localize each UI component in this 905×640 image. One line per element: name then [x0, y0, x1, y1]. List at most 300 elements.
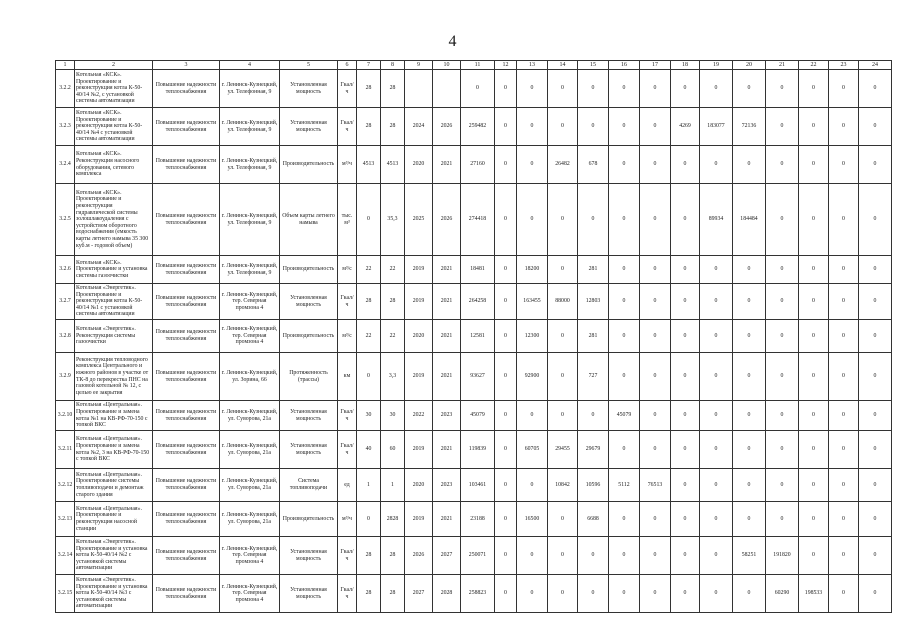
table-cell: 250071 — [461, 537, 495, 575]
table-cell: г. Ленинск-Кузнецкий, тер. Северная промзона 4 — [220, 537, 280, 575]
table-cell: 28 — [357, 70, 381, 108]
table-cell: г. Ленинск-Кузнецкий, ул. Суворова, 21а — [220, 502, 280, 537]
table-cell: 0 — [548, 353, 578, 401]
table-cell: Гкал/ч — [338, 284, 357, 320]
table-cell: 0 — [859, 353, 892, 401]
table-cell: 0 — [640, 256, 671, 284]
table-cell: 0 — [859, 256, 892, 284]
table-cell: 0 — [829, 537, 859, 575]
header-cell: 23 — [829, 61, 859, 70]
table-cell: 0 — [859, 108, 892, 146]
header-cell: 4 — [220, 61, 280, 70]
table-cell: 2021 — [433, 146, 461, 184]
table-cell: 0 — [495, 575, 517, 613]
table-row — [56, 108, 892, 146]
table-cell: 0 — [766, 502, 799, 537]
table-cell: 0 — [766, 353, 799, 401]
table-cell: Котельная «Центральная». Проектирование системы топливоподачи и демонтаж старого здания — [75, 469, 153, 502]
table-cell: 0 — [640, 284, 671, 320]
table-cell: 0 — [495, 431, 517, 469]
table-cell: 72136 — [733, 108, 766, 146]
table-cell: 2024 — [405, 108, 433, 146]
table-cell: 0 — [700, 537, 733, 575]
table-cell: 0 — [640, 184, 671, 256]
table-cell: 727 — [578, 353, 609, 401]
table-cell: 0 — [517, 401, 548, 431]
table-cell: 0 — [766, 256, 799, 284]
table-cell: 2020 — [405, 469, 433, 502]
table-cell: 2025 — [405, 184, 433, 256]
table-cell: 3.2.9 — [56, 353, 75, 401]
table-cell: 0 — [766, 284, 799, 320]
table-cell: 3.2.12 — [56, 469, 75, 502]
table-cell: 0 — [495, 320, 517, 353]
table-cell: 0 — [640, 353, 671, 401]
table-cell: 3.2.8 — [56, 320, 75, 353]
table-row — [56, 256, 892, 284]
table-cell: Повышение надежности теплоснабжения — [153, 146, 220, 184]
table-cell: 89934 — [700, 184, 733, 256]
table-cell: 28 — [357, 575, 381, 613]
table-cell: 0 — [671, 256, 700, 284]
table-cell: 2023 — [433, 469, 461, 502]
table-cell: 0 — [671, 70, 700, 108]
table-cell: 0 — [671, 146, 700, 184]
table-cell: 0 — [829, 320, 859, 353]
table-cell: 35,3 — [381, 184, 405, 256]
table-cell: 0 — [733, 353, 766, 401]
table-cell: Котельная «Центральная». Проектирование и замена котла №1 на КВ-РФ-70-150 с топкой ВКС — [75, 401, 153, 431]
table-cell: Повышение надежности теплоснабжения — [153, 575, 220, 613]
table-cell: 0 — [578, 184, 609, 256]
table-cell: 0 — [671, 353, 700, 401]
table-cell: 198533 — [799, 575, 829, 613]
table-cell: 5112 — [609, 469, 640, 502]
table-cell: 191820 — [766, 537, 799, 575]
table-cell: 12300 — [517, 320, 548, 353]
table-cell: 0 — [799, 146, 829, 184]
table-cell: 6688 — [578, 502, 609, 537]
table-cell: 0 — [829, 502, 859, 537]
table-cell: 0 — [609, 431, 640, 469]
table-cell: тыс. м³ — [338, 184, 357, 256]
table-cell: 2019 — [405, 431, 433, 469]
table-cell: 0 — [357, 502, 381, 537]
table-cell: 0 — [548, 184, 578, 256]
table-cell: 0 — [517, 108, 548, 146]
table-cell: Производительность — [280, 146, 338, 184]
table-cell: 0 — [495, 502, 517, 537]
table-row — [56, 320, 892, 353]
table-cell: 0 — [733, 431, 766, 469]
table-cell: 0 — [671, 320, 700, 353]
table-cell: 28 — [381, 537, 405, 575]
header-cell: 3 — [153, 61, 220, 70]
table-cell — [405, 70, 433, 108]
table-cell: 0 — [799, 184, 829, 256]
table-cell: 0 — [829, 469, 859, 502]
table-cell: 0 — [671, 575, 700, 613]
table-cell: 4513 — [381, 146, 405, 184]
table-cell: Установленная мощность — [280, 401, 338, 431]
table-cell: г. Ленинск-Кузнецкий, тер. Северная промзона 4 — [220, 320, 280, 353]
table-cell: 0 — [495, 469, 517, 502]
table-cell: 60 — [381, 431, 405, 469]
table-cell: Повышение надежности теплоснабжения — [153, 70, 220, 108]
table-cell: 22 — [357, 320, 381, 353]
table-cell: Повышение надежности теплоснабжения — [153, 320, 220, 353]
table-cell: 0 — [859, 184, 892, 256]
table-cell: 2021 — [433, 284, 461, 320]
table-cell: 29455 — [548, 431, 578, 469]
table-cell: г. Ленинск-Кузнецкий, ул. Телефонная, 9 — [220, 108, 280, 146]
table-cell: 0 — [495, 537, 517, 575]
table-cell: 259482 — [461, 108, 495, 146]
table-cell: 119839 — [461, 431, 495, 469]
table-cell: Котельная «Центральная». Проектирование и реконструкция насосной станции — [75, 502, 153, 537]
table-cell: 28 — [357, 537, 381, 575]
table-cell: 3.2.2 — [56, 70, 75, 108]
table-cell: 0 — [700, 575, 733, 613]
header-row — [56, 61, 892, 70]
table-cell: 0 — [829, 284, 859, 320]
table-cell: 60290 — [766, 575, 799, 613]
table-row — [56, 146, 892, 184]
table-cell: г. Ленинск-Кузнецкий, ул. Суворова, 21а — [220, 431, 280, 469]
table-cell: 76513 — [640, 469, 671, 502]
table-cell: 0 — [799, 353, 829, 401]
table-cell: 0 — [859, 537, 892, 575]
table-cell: 2020 — [405, 320, 433, 353]
header-cell: 13 — [517, 61, 548, 70]
table-cell: 22 — [381, 256, 405, 284]
table-cell: 0 — [700, 431, 733, 469]
table-cell: Повышение надежности теплоснабжения — [153, 537, 220, 575]
table-cell: 2019 — [405, 353, 433, 401]
table-cell: 0 — [640, 108, 671, 146]
table-cell: Установленная мощность — [280, 575, 338, 613]
header-cell: 21 — [766, 61, 799, 70]
table-cell: 60705 — [517, 431, 548, 469]
table-cell: 0 — [829, 575, 859, 613]
table-cell: 0 — [733, 401, 766, 431]
table-cell: 1 — [357, 469, 381, 502]
table-cell: 0 — [671, 431, 700, 469]
table-cell: Котельная «Энергетик». Реконструкция системы газоочистки — [75, 320, 153, 353]
table-cell: км — [338, 353, 357, 401]
table-cell: 0 — [548, 537, 578, 575]
header-cell: 10 — [433, 61, 461, 70]
table-cell: 0 — [733, 284, 766, 320]
table-cell: 40 — [357, 431, 381, 469]
table-cell: 0 — [548, 70, 578, 108]
table-cell: 28 — [381, 575, 405, 613]
table-cell: 23188 — [461, 502, 495, 537]
table-cell: ед — [338, 469, 357, 502]
table-cell: 0 — [733, 320, 766, 353]
table-row — [56, 184, 892, 256]
table-cell: Производительность — [280, 502, 338, 537]
table-cell: 0 — [859, 70, 892, 108]
table-cell: 0 — [609, 70, 640, 108]
table-cell: Повышение надежности теплоснабжения — [153, 108, 220, 146]
table-cell: 0 — [357, 184, 381, 256]
table-cell: 0 — [495, 353, 517, 401]
table-cell: 45079 — [609, 401, 640, 431]
table-cell: 0 — [578, 575, 609, 613]
table-cell: 0 — [766, 146, 799, 184]
header-cell: 24 — [859, 61, 892, 70]
table-cell: 0 — [517, 70, 548, 108]
table-cell: Установленная мощность — [280, 70, 338, 108]
table-cell: 2028 — [433, 575, 461, 613]
table-cell: 22 — [357, 256, 381, 284]
table-cell: 45079 — [461, 401, 495, 431]
table-cell: Установленная мощность — [280, 284, 338, 320]
table-cell: 0 — [671, 401, 700, 431]
table-cell: 2027 — [433, 537, 461, 575]
table-cell: 2828 — [381, 502, 405, 537]
table-cell: Котельная «КСК». Проектирование и реконструкция гидравлической системы золошлакоудаления с устройством оборотного водоснабжения (емкость карты летнего намыва 35 300 куб.м - годовой объем) — [75, 184, 153, 256]
table-cell: м³/с — [338, 256, 357, 284]
table-cell: 3.2.11 — [56, 431, 75, 469]
table-cell: 18200 — [517, 256, 548, 284]
table-cell: 4513 — [357, 146, 381, 184]
table-cell: 184484 — [733, 184, 766, 256]
table-cell: 0 — [700, 70, 733, 108]
header-cell: 17 — [640, 61, 671, 70]
table-cell: 274418 — [461, 184, 495, 256]
table-cell: 26482 — [548, 146, 578, 184]
table-cell: 0 — [829, 431, 859, 469]
table-cell: 0 — [578, 108, 609, 146]
table-cell: 0 — [609, 108, 640, 146]
table-cell: 0 — [357, 353, 381, 401]
header-cell: 16 — [609, 61, 640, 70]
table-cell: 0 — [517, 184, 548, 256]
table-cell: 0 — [548, 401, 578, 431]
table-cell: 0 — [799, 320, 829, 353]
table-cell: 0 — [859, 401, 892, 431]
table-cell: 0 — [548, 320, 578, 353]
table-cell: 258823 — [461, 575, 495, 613]
header-cell: 11 — [461, 61, 495, 70]
table-cell: 0 — [495, 284, 517, 320]
table-cell: Повышение надежности теплоснабжения — [153, 353, 220, 401]
table-cell: 0 — [548, 502, 578, 537]
table-cell: Повышение надежности теплоснабжения — [153, 431, 220, 469]
table-cell: 0 — [578, 70, 609, 108]
table-cell: 0 — [829, 108, 859, 146]
table-cell: 281 — [578, 256, 609, 284]
table-cell: 0 — [640, 401, 671, 431]
table-cell: 16500 — [517, 502, 548, 537]
table-cell: 0 — [700, 401, 733, 431]
table-cell: 10842 — [548, 469, 578, 502]
table-cell: 2027 — [405, 575, 433, 613]
table-cell: м³/ч — [338, 146, 357, 184]
table-cell: Котельная «Центральная». Проектирование и замена котла №2, 3 на КВ-РФ-70-150 с топкой ВКС — [75, 431, 153, 469]
table-cell: 0 — [517, 469, 548, 502]
table-cell: 12803 — [578, 284, 609, 320]
table-cell: 0 — [700, 284, 733, 320]
table-cell: 0 — [799, 431, 829, 469]
header-cell: 6 — [338, 61, 357, 70]
header-cell: 12 — [495, 61, 517, 70]
table-cell: Система топливоподачи — [280, 469, 338, 502]
table-cell: 29679 — [578, 431, 609, 469]
table-cell: 3.2.3 — [56, 108, 75, 146]
table-cell: 0 — [548, 256, 578, 284]
table-cell: 0 — [640, 431, 671, 469]
table-cell: 93627 — [461, 353, 495, 401]
table-cell: 0 — [766, 401, 799, 431]
table-cell: 0 — [799, 256, 829, 284]
table-cell: 10596 — [578, 469, 609, 502]
table-cell: г. Ленинск-Кузнецкий, ул. Телефонная, 9 — [220, 184, 280, 256]
table-cell: 0 — [640, 502, 671, 537]
table-cell: 0 — [700, 469, 733, 502]
header-cell: 15 — [578, 61, 609, 70]
table-cell: 0 — [578, 537, 609, 575]
table-cell: м³/ч — [338, 502, 357, 537]
table-cell: 281 — [578, 320, 609, 353]
table-cell: 0 — [829, 401, 859, 431]
table-cell: 27160 — [461, 146, 495, 184]
table-cell: 0 — [700, 256, 733, 284]
table-cell: 0 — [859, 146, 892, 184]
table-cell — [433, 70, 461, 108]
table-cell: Установленная мощность — [280, 108, 338, 146]
header-cell: 9 — [405, 61, 433, 70]
table-row — [56, 502, 892, 537]
table-cell: 0 — [733, 469, 766, 502]
table-cell: Протяженность (трассы) — [280, 353, 338, 401]
table-cell: 28 — [357, 284, 381, 320]
table-cell: 3.2.6 — [56, 256, 75, 284]
table-cell: 2020 — [405, 146, 433, 184]
table-cell: Гкал/ч — [338, 70, 357, 108]
table-row — [56, 431, 892, 469]
table-cell: Гкал/ч — [338, 431, 357, 469]
table-cell: 0 — [548, 575, 578, 613]
table-cell: 0 — [609, 146, 640, 184]
table-cell: Котельная «КСК». Проектирование и реконструкция котла К-50-40/14 №2, с установкой системы автоматизации — [75, 70, 153, 108]
table-cell: 0 — [859, 284, 892, 320]
table-cell: 0 — [640, 320, 671, 353]
table-cell: г. Ленинск-Кузнецкий, ул. Телефонная, 9 — [220, 256, 280, 284]
table-cell: Гкал/ч — [338, 575, 357, 613]
table-cell: 264258 — [461, 284, 495, 320]
table-cell: 103461 — [461, 469, 495, 502]
table-cell: 3.2.15 — [56, 575, 75, 613]
table-cell: 0 — [799, 70, 829, 108]
table-cell: 0 — [766, 431, 799, 469]
table-cell: 88000 — [548, 284, 578, 320]
table-cell: 2021 — [433, 320, 461, 353]
table-cell: 183077 — [700, 108, 733, 146]
table-cell: 0 — [609, 284, 640, 320]
table-cell: 0 — [766, 469, 799, 502]
table-cell: г. Ленинск-Кузнецкий, ул. Суворова, 21а — [220, 469, 280, 502]
table-cell: 28 — [381, 108, 405, 146]
header-cell: 18 — [671, 61, 700, 70]
table-cell: 0 — [517, 537, 548, 575]
table-cell: 0 — [799, 401, 829, 431]
table-cell: 0 — [640, 146, 671, 184]
table-cell: 22 — [381, 320, 405, 353]
table-cell: Установленная мощность — [280, 431, 338, 469]
table-cell: 0 — [517, 146, 548, 184]
table-cell: 0 — [495, 256, 517, 284]
table-cell: 0 — [766, 184, 799, 256]
table-cell: 30 — [357, 401, 381, 431]
table-cell: Котельная «КСК». Реконструкция насосного оборудования, сетевого комплекса — [75, 146, 153, 184]
table-cell: 0 — [829, 146, 859, 184]
table-cell: 0 — [859, 469, 892, 502]
table-cell: 3.2.13 — [56, 502, 75, 537]
table-cell: 0 — [495, 401, 517, 431]
table-cell: 0 — [495, 146, 517, 184]
table-cell: 0 — [517, 575, 548, 613]
table-cell: 0 — [640, 575, 671, 613]
header-cell: 14 — [548, 61, 578, 70]
page-number: 4 — [448, 33, 457, 50]
table-cell: 0 — [609, 502, 640, 537]
table-cell: 678 — [578, 146, 609, 184]
table-cell: 0 — [671, 184, 700, 256]
table-cell: 0 — [495, 70, 517, 108]
header-cell: 19 — [700, 61, 733, 70]
table-cell: 163455 — [517, 284, 548, 320]
table-cell: Установленная мощность — [280, 537, 338, 575]
table-cell: Повышение надежности теплоснабжения — [153, 284, 220, 320]
table-cell: 0 — [640, 70, 671, 108]
table-cell: 0 — [671, 502, 700, 537]
table-cell: 0 — [609, 184, 640, 256]
table-cell: 30 — [381, 401, 405, 431]
table-cell: 3.2.4 — [56, 146, 75, 184]
table-cell: 28 — [381, 284, 405, 320]
table-cell: 0 — [799, 284, 829, 320]
table-cell: 0 — [640, 537, 671, 575]
table-cell: Гкал/ч — [338, 537, 357, 575]
table-cell: г. Ленинск-Кузнецкий, ул. Зорина, 66 — [220, 353, 280, 401]
table-cell: 0 — [578, 401, 609, 431]
table-cell: 0 — [829, 70, 859, 108]
header-cell: 5 — [280, 61, 338, 70]
table-cell: 0 — [609, 256, 640, 284]
table-cell: 0 — [461, 70, 495, 108]
table-cell: 18481 — [461, 256, 495, 284]
header-cell: 1 — [56, 61, 75, 70]
table-cell: 2026 — [433, 108, 461, 146]
table-cell: 2019 — [405, 284, 433, 320]
header-cell: 20 — [733, 61, 766, 70]
table-cell: 3.2.14 — [56, 537, 75, 575]
table-cell: Повышение надежности теплоснабжения — [153, 401, 220, 431]
table-cell: Котельная «Энергетик». Проектирование и реконструкция котла К-50-40/14 №1 с установкой системы автоматизации — [75, 284, 153, 320]
table-cell: 0 — [859, 320, 892, 353]
table-cell: 2021 — [433, 502, 461, 537]
table-cell: г. Ленинск-Кузнецкий, ул. Суворова, 21а — [220, 401, 280, 431]
table-row — [56, 70, 892, 108]
table-cell: Котельная «КСК». Проектирование и реконструкция котла К-50-40/14 №4 с установкой системы автоматизации — [75, 108, 153, 146]
table-cell: 0 — [829, 256, 859, 284]
table-cell: 0 — [733, 502, 766, 537]
table-cell: 0 — [859, 502, 892, 537]
table-cell: 12581 — [461, 320, 495, 353]
